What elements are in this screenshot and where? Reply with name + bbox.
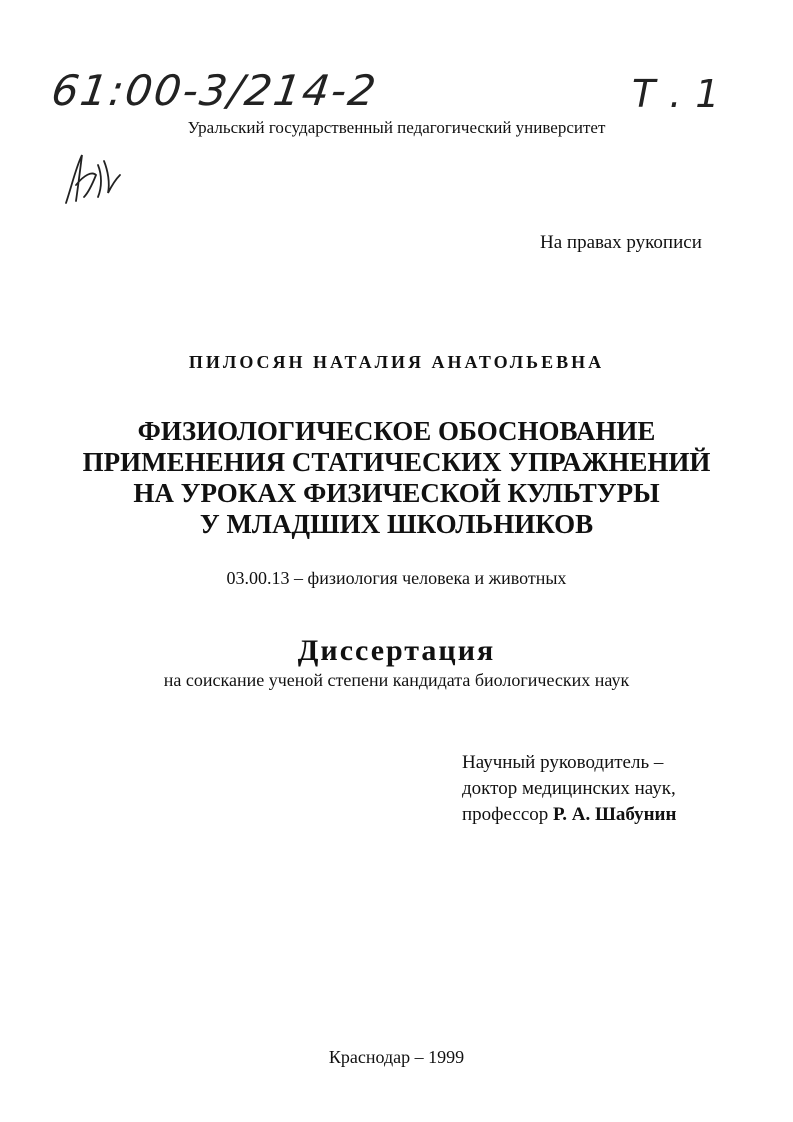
manuscript-rights-note: На правах рукописи [540,232,702,253]
thesis-title-line: ПРИМЕНЕНИЯ СТАТИЧЕСКИХ УПРАЖНЕНИЙ [82,447,711,477]
supervisor-title: профессор [462,804,549,825]
supervisor-title-line [462,802,676,828]
thesis-title [0,416,793,540]
supervisor-degree: доктор медицинских наук, [462,778,676,799]
document-type: Диссертация [297,634,496,667]
thesis-title-line: НА УРОКАХ ФИЗИЧЕСКОЙ КУЛЬТУРЫ [133,478,660,508]
city-year: Краснодар – 1999 [328,1047,465,1067]
degree-description: на соискание ученой степени кандидата биологических наук [163,670,630,690]
university-name: Уральский государственный педагогический университет [187,118,606,137]
handwritten-shelfmark: 61:00-3/214-2 [48,66,381,115]
supervisor-role: Научный руководитель – [462,752,664,773]
supervisor-block [462,750,676,828]
supervisor-name: Р. А. Шабунин [553,804,677,825]
thesis-title-line: ФИЗИОЛОГИЧЕСКОЕ ОБОСНОВАНИЕ [137,416,656,446]
specialty-code: 03.00.13 – физиология человека и животных [226,568,567,588]
thesis-title-line: У МЛАДШИХ ШКОЛЬНИКОВ [199,509,594,539]
handwritten-signature-icon [58,145,128,215]
handwritten-volume-mark: Т.1 [632,72,734,116]
author-name: ПИЛОСЯН НАТАЛИЯ АНАТОЛЬЕВНА [188,352,605,372]
